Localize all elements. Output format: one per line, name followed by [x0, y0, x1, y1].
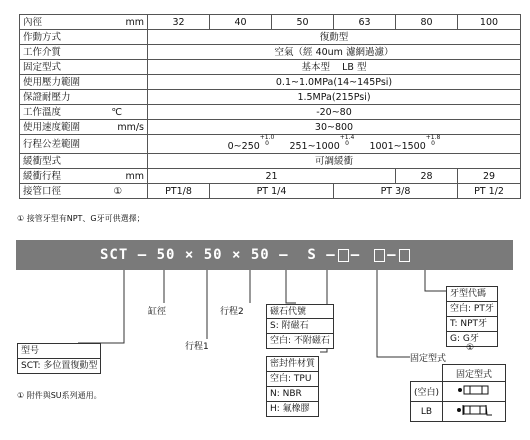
thread-npt: T: NPT牙 — [447, 317, 497, 332]
mount-lb: LB — [411, 402, 443, 422]
seal-title: 密封件材質 — [267, 357, 318, 372]
footnote-port: ① 接管牙型有NPT、G牙可供選擇； — [17, 214, 145, 223]
tolerance-range-2: 251~1000 — [289, 141, 340, 152]
seal-tpu: 空白: TPU — [267, 372, 318, 387]
row-label: 緩衝行程 — [23, 170, 62, 182]
seal-h: H: 氟橡膠 — [270, 404, 310, 414]
bore-value: 100 — [458, 15, 521, 30]
label-bore: 缸徑 — [148, 307, 167, 317]
row-label: 工作溫度 — [23, 106, 62, 118]
line-model — [78, 270, 124, 343]
row-unit: ① — [113, 185, 122, 197]
tolerance-range-1: 0~250 — [227, 141, 260, 152]
mount-lb-symbol — [443, 402, 506, 422]
model-title: 型号 — [18, 344, 100, 359]
label-stroke2: 行程2 — [220, 307, 244, 317]
bore-value: 63 — [334, 15, 396, 30]
bore-value: 50 — [272, 15, 334, 30]
tol-lower: 0 — [345, 140, 349, 147]
row-unit: mm/s — [117, 121, 144, 133]
tol-lower: 0 — [265, 140, 269, 147]
mount-title: 固定型式 — [410, 354, 447, 364]
basic-mount-icon — [454, 383, 494, 397]
row-label: 保證耐壓力 — [20, 90, 148, 105]
row-value: 可調緩衝 — [148, 154, 521, 169]
tol-lower: 0 — [431, 140, 435, 147]
row-value: PT1/8 — [148, 184, 210, 199]
thread-title: 牙型代碼 — [447, 287, 497, 302]
tolerance-range-3: 1001~1500 — [369, 141, 426, 152]
mount-basic-symbol — [443, 382, 506, 402]
footnote-accessory: ① 附件與SU系列通用。 — [17, 391, 102, 400]
bore-value: 32 — [148, 15, 210, 30]
code-sep: — — [350, 247, 361, 263]
row-unit: mm — [125, 170, 144, 182]
row-label: 內徑 — [23, 16, 43, 28]
row-value: 1.5MPa(215Psi) — [148, 90, 521, 105]
code-prefix: SCT — 50 × 50 × 50 — S — — [100, 247, 336, 263]
row-value: PT 1/4 — [210, 184, 334, 199]
row-label: 行程公差範圍 — [20, 135, 148, 154]
row-value: PT 3/8 — [334, 184, 458, 199]
mount-table — [410, 364, 506, 422]
row-value: PT 1/2 — [458, 184, 521, 199]
magnet-code-blank: 空白: 不附磁石 — [267, 333, 333, 348]
seal-material-box — [266, 356, 319, 417]
label-stroke1: 行程1 — [185, 342, 209, 352]
row-label: 固定型式 — [20, 60, 148, 75]
row-value: 復動型 — [148, 30, 521, 45]
row-label: 作動方式 — [20, 30, 148, 45]
bore-value: 40 — [210, 15, 272, 30]
row-label: 緩衝型式 — [20, 154, 148, 169]
row-label: 接管口徑 — [23, 185, 62, 197]
row-label: 使用壓力範圍 — [20, 75, 148, 90]
magnet-code-s: S: 附磁石 — [267, 318, 333, 333]
row-value: 28 — [396, 169, 458, 184]
thread-code-box — [446, 286, 498, 347]
magnet-code-box — [266, 304, 334, 349]
magnet-code-title: 磁石代號 — [270, 307, 307, 317]
bore-value: 80 — [396, 15, 458, 30]
lb-mount-icon — [454, 403, 494, 417]
row-value: -20~80 — [148, 105, 521, 120]
row-value: 基本型 LB 型 — [148, 60, 521, 75]
mount-head: 固定型式 — [443, 365, 506, 382]
seal-nbr: N: NBR — [267, 387, 318, 402]
line-thread — [425, 270, 446, 291]
model-box — [17, 343, 101, 374]
row-unit: ℃ — [111, 106, 122, 118]
row-label: 使用速度範圍 — [23, 121, 81, 133]
row-value: 21 — [148, 169, 396, 184]
tol-upper: +1.4 — [339, 134, 355, 141]
row-unit: mm — [125, 16, 144, 28]
line-magnet — [286, 270, 296, 303]
thread-pt: 空白: PT牙 — [447, 302, 497, 317]
thread-g: G: G牙 — [450, 334, 479, 344]
tol-upper: +1.0 — [259, 134, 275, 141]
mount-blank: (空白) — [411, 382, 443, 402]
row-label: 工作介質 — [20, 45, 148, 60]
row-value: 29 — [458, 169, 521, 184]
row-value: 0.1~1.0MPa(14~145Psi) — [148, 75, 521, 90]
row-value: 空氣（經 40um 濾網過濾） — [148, 45, 521, 60]
tol-upper: +1.8 — [425, 134, 441, 141]
code-sep: — — [387, 247, 397, 263]
line-mount — [377, 270, 410, 357]
model-desc: SCT: 多位置復動型 — [21, 361, 98, 371]
mount-footnote-mark: ① — [466, 343, 475, 353]
row-value: 30~800 — [148, 120, 521, 135]
